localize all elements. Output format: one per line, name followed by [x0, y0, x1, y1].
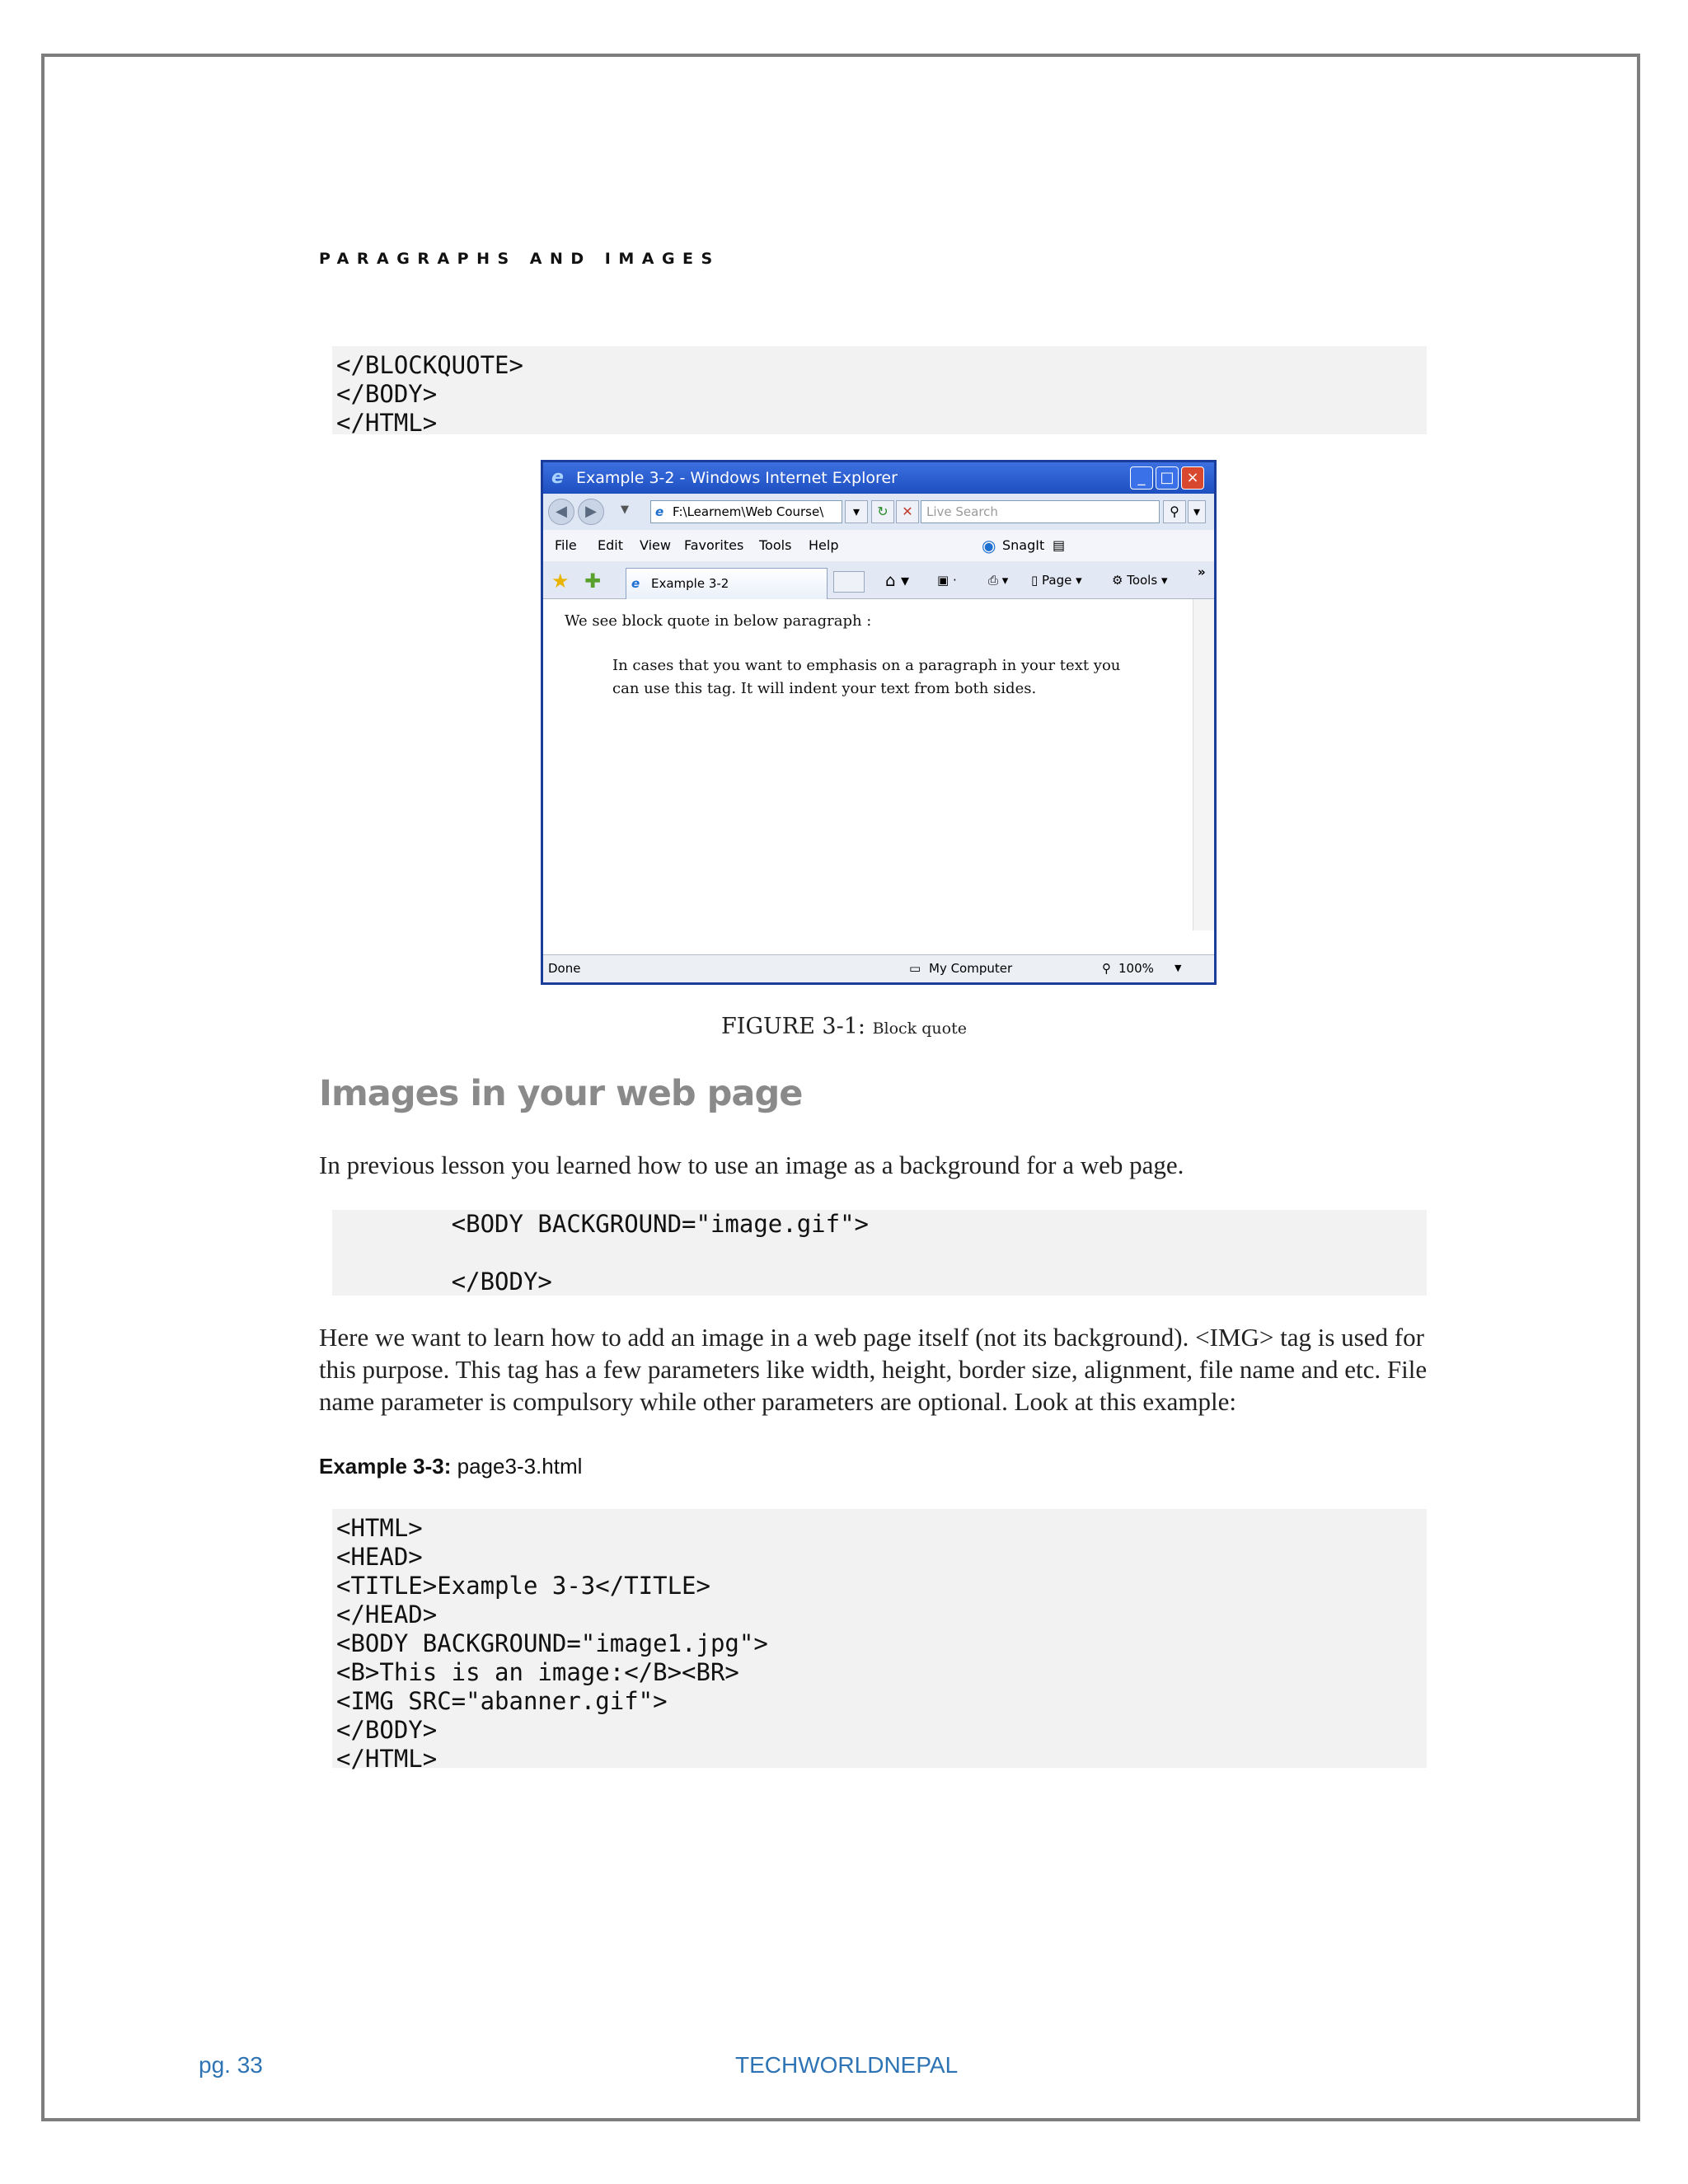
snagit-capture-icon: ▤: [1053, 537, 1066, 553]
status-done: Done: [548, 961, 581, 976]
new-tab-icon: [833, 571, 865, 593]
caption-sub: Block quote: [872, 1019, 967, 1038]
browser-tab: [626, 568, 828, 599]
code-line: </BLOCKQUOTE>: [336, 351, 523, 379]
tools-menu-label: Tools: [1127, 573, 1158, 588]
paragraph-line: name parameter is compulsory while other parameters are optional. Look at this example:: [319, 1387, 1237, 1416]
ie-logo-icon: e: [551, 467, 564, 488]
search-icon: ⚲: [1163, 500, 1186, 523]
page-menu: ▯ Page ▾: [1031, 573, 1082, 588]
browser-blockquote-line: In cases that you want to emphasis on a paragraph in your text you: [612, 657, 1121, 674]
browser-menubar: [543, 530, 1214, 561]
code-line: </BODY>: [336, 1716, 438, 1744]
running-head: PARAGRAPHS AND IMAGES: [319, 250, 720, 268]
print-icon: ⎙ ▾: [988, 573, 1009, 588]
page-icon: e: [655, 504, 664, 519]
paragraph-intro: In previous lesson you learned how to use an image as a background for a web page.: [319, 1151, 1184, 1179]
address-text: F:\Learnem\Web Course\: [673, 504, 824, 519]
close-icon: ×: [1181, 466, 1204, 490]
address-dropdown-icon: ▾: [845, 500, 868, 523]
browser-scrollbar: [1193, 599, 1214, 930]
browser-titlebar: [543, 462, 1214, 494]
code-block-background: [332, 1210, 1427, 1296]
browser-tabbar: [543, 561, 1214, 599]
footer-page-number: pg. 33: [199, 2052, 263, 2078]
section-heading: Images in your web page: [319, 1073, 803, 1114]
browser-window-title: Example 3-2 - Windows Internet Explorer: [576, 469, 898, 487]
page-menu-label: Page: [1042, 573, 1072, 588]
code-line: <IMG SRC="abanner.gif">: [336, 1687, 668, 1715]
menu-tools: Tools: [759, 537, 792, 553]
chevron-more-icon: »: [1198, 565, 1206, 579]
caption-main: FIGURE 3-1:: [721, 1014, 865, 1039]
code-line: </BODY>: [336, 380, 438, 408]
code-line: </HTML>: [336, 1745, 438, 1773]
menu-file: File: [555, 537, 577, 553]
tab-page-icon: e: [631, 576, 640, 591]
paragraph-line: this purpose. This tag has a few parameters like width, height, border size, alignment, file name and etc. File: [319, 1355, 1428, 1384]
browser-blockquote-line: can use this tag. It will indent your text from both sides.: [612, 680, 1037, 697]
zoom-icon: ⚲: [1102, 961, 1111, 976]
search-options-icon: ▾: [1188, 500, 1206, 523]
example-label: [319, 1454, 582, 1479]
code-line: </HEAD>: [336, 1601, 438, 1629]
paragraph-line: Here we want to learn how to add an image in a web page itself (not its background). <IMG> tag is used for: [319, 1323, 1424, 1352]
menu-view: View: [640, 537, 671, 553]
code-line: </HTML>: [336, 409, 438, 437]
tab-label: Example 3-2: [651, 576, 729, 591]
browser-screenshot-figure: [541, 460, 1217, 985]
add-favorite-icon: ✚: [584, 569, 602, 593]
feeds-icon: ▣ ·: [937, 573, 957, 588]
code-line: <BODY BACKGROUND="image.gif">: [336, 1210, 870, 1238]
menu-edit: Edit: [598, 537, 623, 553]
code-line: <BODY BACKGROUND="image1.jpg">: [336, 1629, 768, 1657]
browser-body-text: We see block quote in below paragraph :: [565, 612, 872, 630]
snagit-icon: ◉: [982, 536, 996, 555]
code-block-example: [332, 1509, 1427, 1773]
computer-icon: ▭: [909, 961, 921, 976]
back-icon: ◀: [548, 499, 574, 525]
footer-site-name: TECHWORLDNEPAL: [735, 2052, 959, 2078]
figure-caption: [0, 1014, 1688, 1039]
refresh-icon: ↻: [871, 500, 894, 523]
code-line: [336, 1239, 1427, 1268]
code-line: </BODY>: [336, 1268, 552, 1296]
status-zone: My Computer: [929, 961, 1013, 976]
code-block-closing-tags: [332, 346, 1427, 437]
favorites-star-icon: ★: [551, 569, 570, 593]
stop-icon: ✕: [896, 500, 919, 523]
code-line: <TITLE>Example 3-3</TITLE>: [336, 1572, 710, 1600]
code-line: <B>This is an image:</B><BR>: [336, 1658, 739, 1686]
browser-statusbar: [543, 954, 1214, 982]
home-icon: ⌂ ▾: [885, 570, 910, 590]
maximize-icon: □: [1156, 466, 1179, 490]
address-bar: [650, 500, 842, 523]
history-dropdown-icon: ▼: [621, 504, 629, 516]
zoom-dropdown-icon: ▼: [1175, 963, 1182, 973]
menu-favorites: Favorites: [684, 537, 744, 553]
code-line: <HTML>: [336, 1514, 423, 1542]
search-box: Live Search: [921, 500, 1160, 523]
menu-help: Help: [809, 537, 839, 553]
tools-menu: ⚙ Tools ▾: [1112, 573, 1168, 588]
example-label-file: page3-3.html: [457, 1454, 583, 1479]
paragraph-img-tag: [319, 1321, 1428, 1418]
example-label-number: Example 3-3:: [319, 1454, 452, 1479]
forward-icon: ▶: [578, 499, 604, 525]
snagit-label: SnagIt: [1002, 537, 1045, 553]
browser-content: [550, 599, 1193, 930]
minimize-icon: _: [1130, 466, 1153, 490]
code-line: <HEAD>: [336, 1543, 423, 1571]
browser-navbar: [543, 494, 1214, 530]
status-zoom: 100%: [1118, 961, 1154, 976]
